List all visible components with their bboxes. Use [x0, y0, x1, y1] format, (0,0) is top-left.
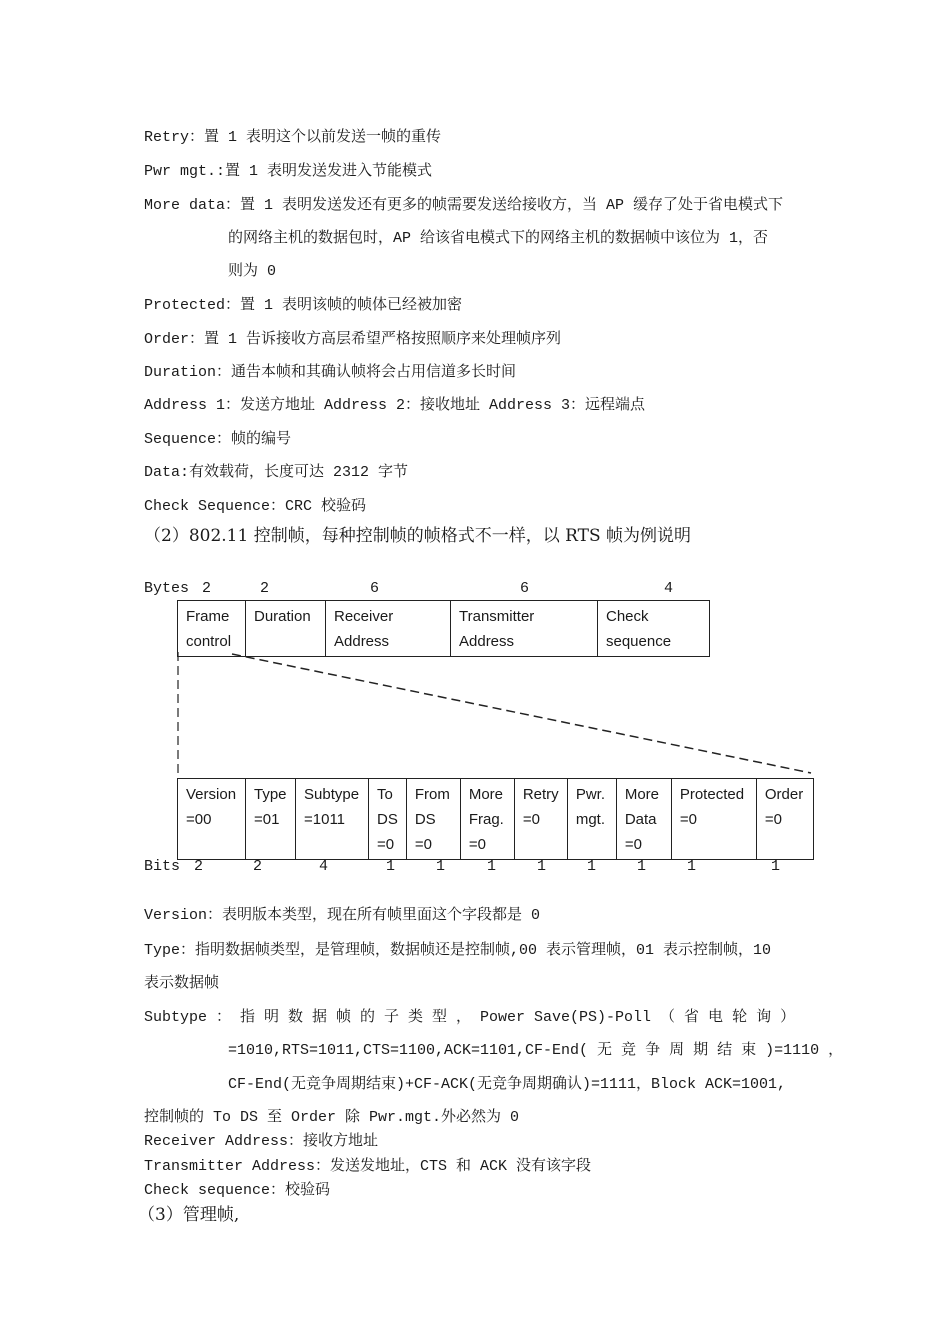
- desc-more-data-line2: 的网络主机的数据包时，AP 给该省电模式下的网络主机的数据帧中该位为 1，否: [228, 230, 769, 247]
- bit-size: 1: [537, 858, 547, 875]
- field-frame-control: Frame control: [178, 601, 246, 657]
- fc-pwr-mgt: Pwr. mgt.: [567, 779, 616, 860]
- frame-control-table: [177, 778, 814, 860]
- byte-size: 6: [520, 580, 530, 597]
- bit-size: 1: [771, 858, 781, 875]
- fc-to-ds: To DS =0: [369, 779, 407, 860]
- desc-subtype-line3: CF-End(无竞争周期结束)+CF-ACK(无竞争周期确认)=1111，Block ACK=1001,: [228, 1076, 787, 1093]
- field-receiver-address: Receiver Address: [326, 601, 451, 657]
- bit-size: 1: [487, 858, 497, 875]
- desc-data: Data:有效载荷，长度可达 2312 字节: [144, 464, 409, 481]
- desc-pwr-mgt: Pwr mgt.:置 1 表明发送发进入节能模式: [144, 163, 433, 180]
- field-check-sequence: Check sequence: [598, 601, 710, 657]
- bit-size: 1: [436, 858, 446, 875]
- bytes-label: Bytes: [144, 580, 190, 597]
- fc-subtype: Subtype =1011: [296, 779, 369, 860]
- bit-size: 1: [587, 858, 597, 875]
- bits-label: Bits: [144, 858, 181, 875]
- byte-size: 4: [664, 580, 674, 597]
- field-transmitter-address: Transmitter Address: [451, 601, 598, 657]
- section-2-heading: （2）802.11 控制帧，每种控制帧的帧格式不一样，以 RTS 帧为例说明: [144, 526, 691, 546]
- desc-address: Address 1：发送方地址 Address 2：接收地址 Address 3：远程端点: [144, 397, 646, 414]
- desc-more-data-line1: More data：置 1 表明发送发还有更多的帧需要发送给接收方，当 AP 缓存了处于省电模式下: [144, 197, 784, 214]
- field-duration: Duration: [246, 601, 326, 657]
- desc-duration: Duration：通告本帧和其确认帧将会占用信道多长时间: [144, 364, 517, 381]
- fc-version: Version =00: [178, 779, 246, 860]
- fc-retry: Retry =0: [514, 779, 567, 860]
- bit-size: 2: [194, 858, 204, 875]
- fc-more-data: More Data =0: [616, 779, 671, 860]
- desc-version: Version：表明版本类型，现在所有帧里面这个字段都是 0: [144, 907, 541, 924]
- bit-size: 1: [386, 858, 396, 875]
- desc-subtype-line2: =1010,RTS=1011,CTS=1100,ACK=1101,CF-End( 无 竞 争 周 期 结 束 )=1110 ，: [228, 1042, 844, 1059]
- fc-from-ds: From DS =0: [406, 779, 460, 860]
- bit-size: 1: [687, 858, 697, 875]
- fc-type: Type =01: [246, 779, 296, 860]
- byte-size: 2: [202, 580, 212, 597]
- desc-check-sequence-2: Check sequence：校验码: [144, 1182, 331, 1199]
- desc-subtype-line1: Subtype ： 指 明 数 据 帧 的 子 类 型 ， Power Save(PS)-Poll （ 省 电 轮 询 ）: [144, 1009, 796, 1026]
- desc-protected: Protected：置 1 表明该帧的帧体已经被加密: [144, 297, 463, 314]
- desc-type-line1: Type：指明数据帧类型，是管理帧，数据帧还是控制帧,00 表示管理帧，01 表示控制帧，10: [144, 942, 772, 959]
- desc-order: Order：置 1 告诉接收方高层希望严格按照顺序来处理帧序列: [144, 331, 562, 348]
- desc-retry: Retry：置 1 表明这个以前发送一帧的重传: [144, 129, 442, 146]
- desc-check-sequence: Check Sequence：CRC 校验码: [144, 498, 367, 515]
- fc-more-frag: More Frag. =0: [460, 779, 514, 860]
- bit-size: 1: [637, 858, 647, 875]
- byte-size: 2: [260, 580, 270, 597]
- desc-receiver-address: Receiver Address：接收方地址: [144, 1133, 379, 1150]
- desc-more-data-line3: 则为 0: [228, 263, 277, 280]
- byte-size: 6: [370, 580, 380, 597]
- desc-sequence: Sequence：帧的编号: [144, 431, 292, 448]
- desc-type-line2: 表示数据帧: [144, 975, 220, 992]
- fc-order: Order =0: [756, 779, 813, 860]
- bit-size: 4: [319, 858, 329, 875]
- expansion-line-right: [232, 654, 811, 773]
- bit-size: 2: [253, 858, 263, 875]
- desc-control-note: 控制帧的 To DS 至 Order 除 Pwr.mgt.外必然为 0: [144, 1109, 520, 1126]
- section-3-heading: （3）管理帧,: [138, 1205, 240, 1225]
- desc-transmitter-address: Transmitter Address：发送发地址，CTS 和 ACK 没有该字段: [144, 1158, 592, 1175]
- fc-protected: Protected =0: [671, 779, 756, 860]
